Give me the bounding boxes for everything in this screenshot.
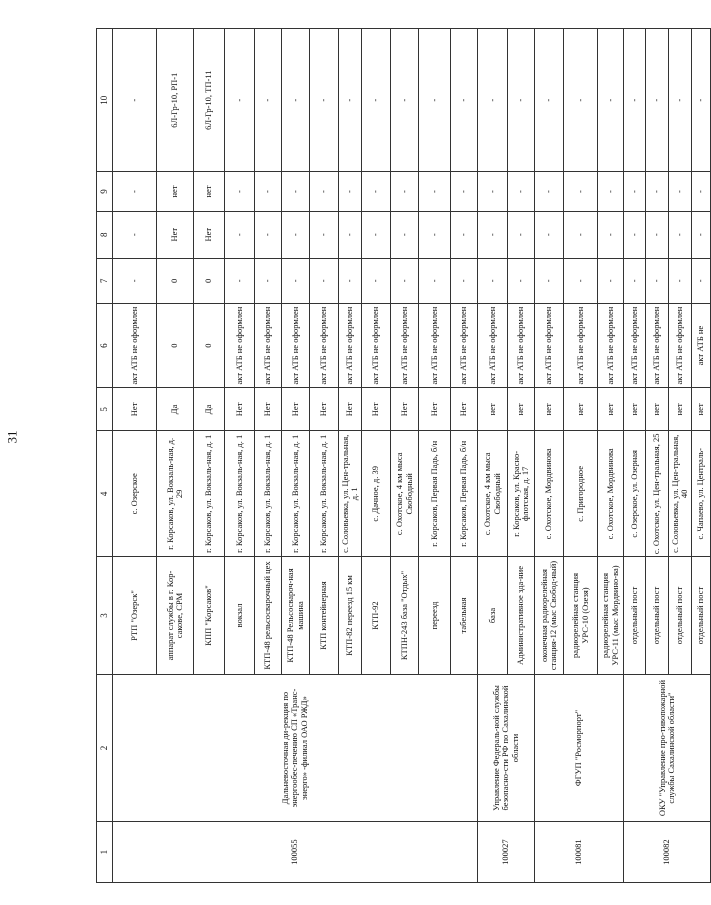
- object-cell: переезд: [419, 557, 451, 675]
- value-cell: -: [282, 172, 310, 211]
- value-cell: -: [624, 29, 646, 172]
- value-cell: -: [646, 172, 669, 211]
- table-row: [113, 29, 157, 883]
- value-cell: -: [113, 258, 157, 303]
- act-cell: 0: [157, 303, 194, 387]
- value-cell: -: [339, 258, 362, 303]
- value-cell: -: [598, 211, 624, 258]
- value-cell: -: [564, 172, 598, 211]
- value-cell: -: [391, 172, 419, 211]
- status-cell: Нет: [451, 388, 478, 431]
- address-cell: г. Корсаков, ул. Вокзаль-ная, д. 1: [194, 431, 225, 557]
- value-cell: -: [508, 29, 535, 172]
- value-cell: -: [451, 29, 478, 172]
- value-cell: -: [419, 29, 451, 172]
- value-cell: -: [113, 211, 157, 258]
- value-cell: -: [255, 211, 282, 258]
- value-cell: -: [339, 172, 362, 211]
- org-name-cell: ОКУ "Управление про-тивопожарной службы Сахалинской области": [624, 674, 711, 821]
- status-cell: нет: [692, 388, 711, 431]
- value-cell: -: [451, 258, 478, 303]
- value-cell: -: [646, 29, 669, 172]
- status-cell: нет: [624, 388, 646, 431]
- value-cell: -: [598, 172, 624, 211]
- value-cell: -: [419, 211, 451, 258]
- value-cell: нет: [194, 172, 225, 211]
- value-cell: -: [624, 211, 646, 258]
- object-cell: отдельный пост: [669, 557, 692, 675]
- address-cell: г. Корсаков, ул. Вокзаль-ная, д. 1: [225, 431, 255, 557]
- object-cell: Административное зда-ние: [508, 557, 535, 675]
- address-cell: г. Корсаков, ул. Вокзаль-ная, д. 29: [157, 431, 194, 557]
- header-cell: 2: [97, 674, 113, 821]
- value-cell: -: [692, 258, 711, 303]
- value-cell: -: [535, 211, 564, 258]
- object-cell: КПП "Корсаков": [194, 557, 225, 675]
- value-cell: -: [478, 172, 508, 211]
- act-cell: акт АТБ не оформлен: [646, 303, 669, 387]
- object-cell: аппарат службы в г. Кор-сакове, СРМ: [157, 557, 194, 675]
- object-cell: база: [478, 557, 508, 675]
- act-cell: акт АТБ не оформлен: [225, 303, 255, 387]
- value-cell: -: [478, 211, 508, 258]
- value-cell: -: [564, 29, 598, 172]
- value-cell: -: [391, 29, 419, 172]
- value-cell: -: [391, 258, 419, 303]
- act-cell: акт АТБ не оформлен: [113, 303, 157, 387]
- value-cell: -: [508, 211, 535, 258]
- value-cell: -: [692, 29, 711, 172]
- header-cell: 8: [97, 211, 113, 258]
- object-cell: оконечная радиорелейная станция-12 (мыс Свобод-ный): [535, 557, 564, 675]
- value-cell: -: [669, 29, 692, 172]
- rotated-table-container: [96, 28, 706, 883]
- act-cell: акт АТБ не оформлен: [255, 303, 282, 387]
- org-code-cell: 100055: [113, 822, 478, 883]
- value-cell: -: [362, 211, 391, 258]
- object-cell: КТП-82 переезд 15 км: [339, 557, 362, 675]
- status-cell: Нет: [113, 388, 157, 431]
- address-cell: с. Охотское, Мордвинова: [598, 431, 624, 557]
- object-cell: табельная: [451, 557, 478, 675]
- table-row: [624, 29, 646, 883]
- value-cell: 6Л-Гр-10, РП-1: [157, 29, 194, 172]
- value-cell: -: [451, 172, 478, 211]
- status-cell: нет: [535, 388, 564, 431]
- status-cell: Нет: [339, 388, 362, 431]
- act-cell: акт АТБ не оформлен: [391, 303, 419, 387]
- address-cell: г. Корсаков, ул. Красно-флотская, д. 17: [508, 431, 535, 557]
- address-cell: с. Озерское, ул. Озерная: [624, 431, 646, 557]
- status-cell: Нет: [310, 388, 339, 431]
- value-cell: -: [225, 172, 255, 211]
- header-cell: 10: [97, 29, 113, 172]
- value-cell: -: [598, 29, 624, 172]
- value-cell: -: [669, 172, 692, 211]
- value-cell: -: [646, 258, 669, 303]
- address-cell: с. Охотское, 4 км мыса Свободный: [478, 431, 508, 557]
- object-cell: радиорелейная станция УРС-10 (Озезя): [564, 557, 598, 675]
- address-cell: с. Пригородное: [564, 431, 598, 557]
- object-cell: радиорелейная станция УРС-11 (мыс Мордвино-ва): [598, 557, 624, 675]
- value-cell: -: [669, 211, 692, 258]
- act-cell: акт АТБ не оформлен: [362, 303, 391, 387]
- org-code-cell: 100027: [478, 822, 535, 883]
- header-cell: 6: [97, 303, 113, 387]
- status-cell: нет: [564, 388, 598, 431]
- object-cell: КТПН-243 база "Отдых": [391, 557, 419, 675]
- object-cell: РТП "Озерск": [113, 557, 157, 675]
- value-cell: -: [508, 172, 535, 211]
- header-cell: 3: [97, 557, 113, 675]
- address-cell: г. Корсаков, ул. Вокзаль-ная, д. 1: [282, 431, 310, 557]
- address-cell: с. Охотское, 4 км мыса Свободный: [391, 431, 419, 557]
- value-cell: -: [339, 211, 362, 258]
- act-cell: акт АТБ не оформлен: [624, 303, 646, 387]
- act-cell: акт АТБ не оформлен: [419, 303, 451, 387]
- value-cell: -: [282, 29, 310, 172]
- value-cell: -: [225, 211, 255, 258]
- header-cell: 7: [97, 258, 113, 303]
- value-cell: -: [310, 29, 339, 172]
- object-cell: отдельный пост: [646, 557, 669, 675]
- status-cell: Да: [194, 388, 225, 431]
- address-cell: г. Корсаков, Первая Падь, б/н: [419, 431, 451, 557]
- header-cell: 9: [97, 172, 113, 211]
- value-cell: -: [535, 172, 564, 211]
- value-cell: -: [692, 172, 711, 211]
- status-cell: нет: [478, 388, 508, 431]
- act-cell: акт АТБ не оформлен: [451, 303, 478, 387]
- org-name-cell: ФГУП "Росморпорт": [535, 674, 624, 821]
- act-cell: 0: [194, 303, 225, 387]
- object-cell: отдельный пост: [692, 557, 711, 675]
- status-cell: Нет: [282, 388, 310, 431]
- act-cell: акт АТБ не: [692, 303, 711, 387]
- value-cell: -: [310, 172, 339, 211]
- status-cell: нет: [646, 388, 669, 431]
- act-cell: акт АТБ не оформлен: [310, 303, 339, 387]
- value-cell: -: [310, 211, 339, 258]
- value-cell: -: [508, 258, 535, 303]
- value-cell: -: [310, 258, 339, 303]
- value-cell: -: [225, 258, 255, 303]
- value-cell: -: [339, 29, 362, 172]
- object-cell: КТП-48 Рельсосвароч-ная машина: [282, 557, 310, 675]
- org-code-cell: 100082: [624, 822, 711, 883]
- value-cell: -: [391, 211, 419, 258]
- status-cell: Нет: [362, 388, 391, 431]
- table-row: [478, 29, 508, 883]
- value-cell: -: [535, 29, 564, 172]
- value-cell: -: [451, 211, 478, 258]
- address-cell: г. Корсаков, ул. Вокзаль-ная, д. 1: [255, 431, 282, 557]
- object-cell: КТП-92: [362, 557, 391, 675]
- value-cell: -: [692, 211, 711, 258]
- status-cell: Нет: [391, 388, 419, 431]
- value-cell: -: [255, 172, 282, 211]
- header-cell: 5: [97, 388, 113, 431]
- value-cell: -: [282, 258, 310, 303]
- org-name-cell: Дальневосточная ди-рекция по энергообес-печению СП «Транс-энерго» -филиал ОАО РЖД»: [113, 674, 478, 821]
- object-cell: КТП контейнерная: [310, 557, 339, 675]
- act-cell: акт АТБ не оформлен: [669, 303, 692, 387]
- value-cell: -: [113, 172, 157, 211]
- value-cell: Нет: [194, 211, 225, 258]
- address-cell: с. Соловьевка, ул. Цен-тральная, 40: [669, 431, 692, 557]
- header-cell: 4: [97, 431, 113, 557]
- data-table: [96, 28, 711, 883]
- act-cell: акт АТБ не оформлен: [535, 303, 564, 387]
- value-cell: -: [624, 258, 646, 303]
- status-cell: нет: [508, 388, 535, 431]
- address-cell: с. Озерское: [113, 431, 157, 557]
- value-cell: -: [478, 29, 508, 172]
- address-cell: с. Охотское, ул. Цен-тральная, 25: [646, 431, 669, 557]
- act-cell: акт АТБ не оформлен: [282, 303, 310, 387]
- status-cell: нет: [669, 388, 692, 431]
- object-cell: КТП-48 рельсосварочный цех: [255, 557, 282, 675]
- value-cell: -: [362, 258, 391, 303]
- value-cell: -: [419, 258, 451, 303]
- value-cell: -: [535, 258, 564, 303]
- value-cell: 0: [157, 258, 194, 303]
- value-cell: -: [113, 29, 157, 172]
- value-cell: -: [362, 29, 391, 172]
- act-cell: акт АТБ не оформлен: [508, 303, 535, 387]
- status-cell: Нет: [419, 388, 451, 431]
- header-row: [97, 29, 113, 883]
- value-cell: -: [419, 172, 451, 211]
- status-cell: Да: [157, 388, 194, 431]
- object-cell: отдельный пост: [624, 557, 646, 675]
- value-cell: -: [564, 211, 598, 258]
- value-cell: -: [362, 172, 391, 211]
- value-cell: -: [564, 258, 598, 303]
- value-cell: 6Л-Гр-10, ТП-11: [194, 29, 225, 172]
- value-cell: -: [624, 172, 646, 211]
- address-cell: с. Дачное, д. 39: [362, 431, 391, 557]
- address-cell: с. Охотское, Мордвинова: [535, 431, 564, 557]
- status-cell: Нет: [255, 388, 282, 431]
- page-number: 31: [4, 430, 19, 444]
- header-cell: 1: [97, 822, 113, 883]
- value-cell: -: [225, 29, 255, 172]
- act-cell: акт АТБ не оформлен: [339, 303, 362, 387]
- value-cell: -: [478, 258, 508, 303]
- value-cell: -: [646, 211, 669, 258]
- status-cell: Нет: [225, 388, 255, 431]
- act-cell: акт АТБ не оформлен: [598, 303, 624, 387]
- status-cell: нет: [598, 388, 624, 431]
- act-cell: акт АТБ не оформлен: [478, 303, 508, 387]
- value-cell: нет: [157, 172, 194, 211]
- address-cell: г. Корсаков, ул. Вокзаль-ная, д. 1: [310, 431, 339, 557]
- value-cell: -: [669, 258, 692, 303]
- object-cell: вокзал: [225, 557, 255, 675]
- value-cell: -: [255, 29, 282, 172]
- value-cell: -: [255, 258, 282, 303]
- address-cell: с. Чапаево, ул. Централь-: [692, 431, 711, 557]
- value-cell: 0: [194, 258, 225, 303]
- value-cell: Нет: [157, 211, 194, 258]
- org-name-cell: Управление Федераль-ной службы безопасно-сти РФ по Сахалинской области: [478, 674, 535, 821]
- address-cell: г. Корсаков, Первая Падь, б/н: [451, 431, 478, 557]
- value-cell: -: [282, 211, 310, 258]
- table-row: [535, 29, 564, 883]
- value-cell: -: [598, 258, 624, 303]
- address-cell: с. Соловьевка, ул. Цен-тральная, д. 1: [339, 431, 362, 557]
- org-code-cell: 100081: [535, 822, 624, 883]
- act-cell: акт АТБ не оформлен: [564, 303, 598, 387]
